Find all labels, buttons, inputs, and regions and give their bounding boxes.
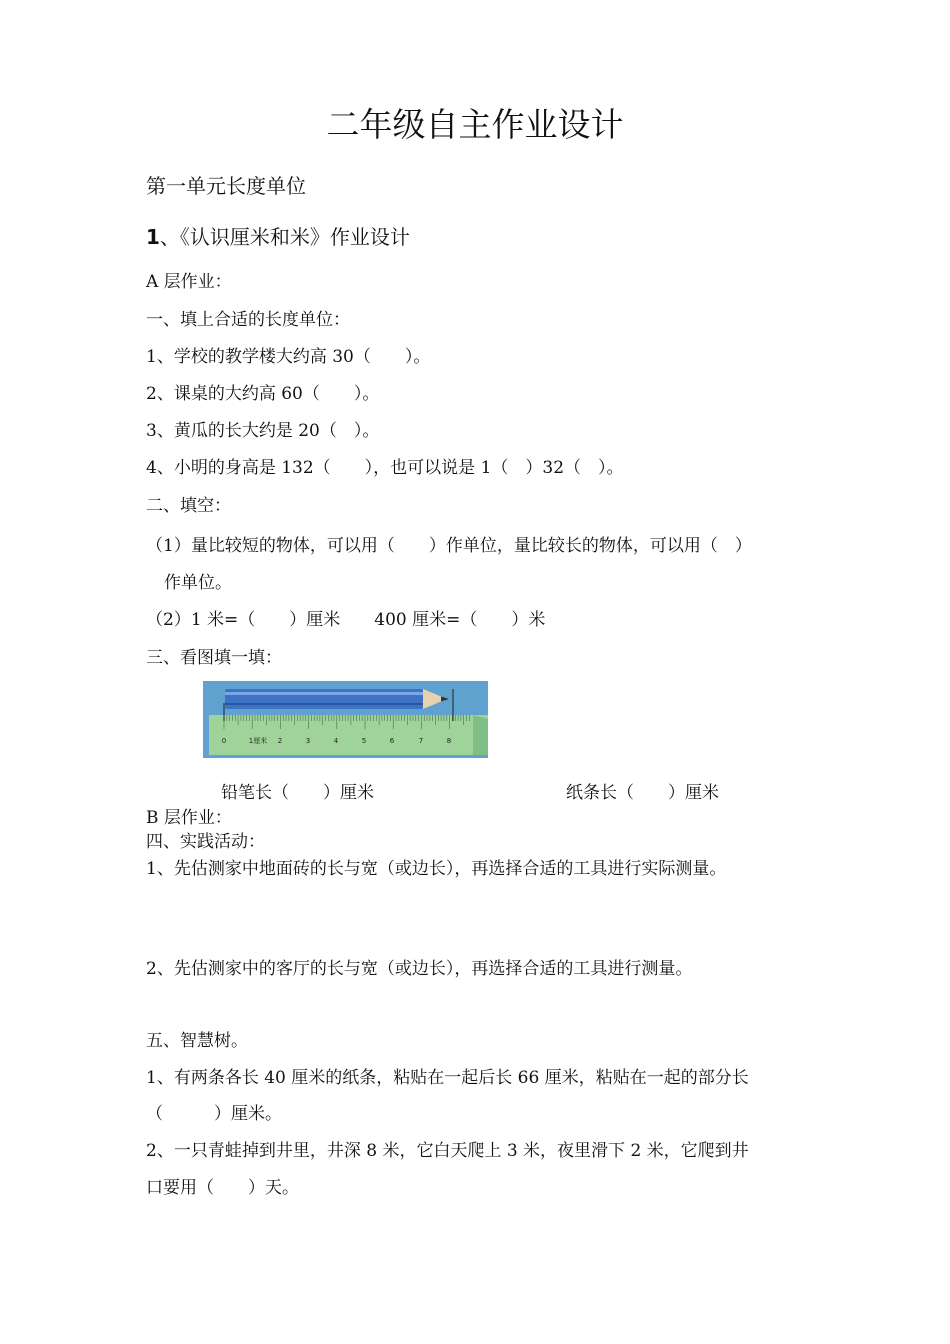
q2-item-2: （2）1 米=（ ）厘米 400 厘米=（ ）米 [146, 610, 546, 630]
q5-heading: 五、智慧树。 [146, 1031, 248, 1051]
q5-item-2-line-2: 口要用（ ）天。 [146, 1178, 299, 1198]
ruler-label-8: 8 [446, 737, 452, 745]
q2-item-1-line-2: 作单位。 [164, 573, 232, 593]
unit-heading: 第一单元长度单位 [146, 174, 306, 198]
caption-strip: 纸条长（ ）厘米 [566, 783, 719, 803]
b-layer-label: B 层作业： [146, 808, 232, 828]
q4-heading: 四、实践活动： [146, 832, 265, 852]
ruler-label-3: 3 [305, 737, 311, 745]
ruler-edge [473, 715, 488, 755]
ruler-label-4: 4 [333, 737, 339, 745]
pencil-highlight [225, 692, 423, 695]
q5-item-1-line-1: 1、有两条各长 40 厘米的纸条，粘贴在一起后长 66 厘米，粘贴在一起的部分长 [146, 1068, 749, 1088]
q1-heading: 一、填上合适的长度单位： [146, 310, 350, 330]
ruler-body [209, 715, 488, 755]
q2-item-1-line-1: （1）量比较短的物体，可以用（ ）作单位，量比较长的物体，可以用（ ） [146, 536, 752, 556]
ruler-label-5: 5 [361, 737, 367, 745]
q3-heading: 三、看图填一填： [146, 648, 282, 668]
page-title: 二年级自主作业设计 [326, 105, 624, 144]
a-layer-label: A 层作业： [146, 272, 232, 292]
ruler-label-6: 6 [389, 737, 395, 745]
lesson-number: 1 [146, 225, 160, 249]
lesson-heading [146, 227, 410, 247]
pencil-lead [441, 697, 449, 702]
q4-item-1: 1、先估测家中地面砖的长与宽（或边长），再选择合适的工具进行实际测量。 [146, 859, 727, 879]
q1-item-4: 4、小明的身高是 132（ ），也可以说是 1（ ）32（ ）。 [146, 458, 624, 478]
q5-item-2-line-1: 2、一只青蛙掉到井里，井深 8 米，它白天爬上 3 米，夜里滑下 2 米，它爬到井 [146, 1141, 749, 1161]
ruler-label-0: 0 [221, 737, 227, 745]
pencil-shade [225, 703, 423, 705]
q1-item-1: 1、学校的教学楼大约高 30（ ）。 [146, 347, 431, 367]
ruler-label-2: 2 [277, 737, 283, 745]
q1-item-2: 2、课桌的大约高 60（ ）。 [146, 384, 380, 404]
pencil-ruler-figure [203, 681, 488, 758]
q2-heading: 二、填空： [146, 496, 231, 516]
q4-item-2: 2、先估测家中的客厅的长与宽（或边长），再选择合适的工具进行测量。 [146, 959, 693, 979]
pencil-ruler-illustration [203, 681, 488, 758]
q5-item-1-line-2: （ ）厘米。 [146, 1104, 282, 1124]
caption-pencil: 铅笔长（ ）厘米 [221, 783, 374, 803]
lesson-title: 、《认识厘米和米》作业设计 [159, 225, 410, 249]
ruler-label-7: 7 [418, 737, 424, 745]
q1-item-3: 3、黄瓜的长大约是 20（ ）。 [146, 421, 380, 441]
ruler-label-1: 1厘米 [248, 737, 268, 745]
